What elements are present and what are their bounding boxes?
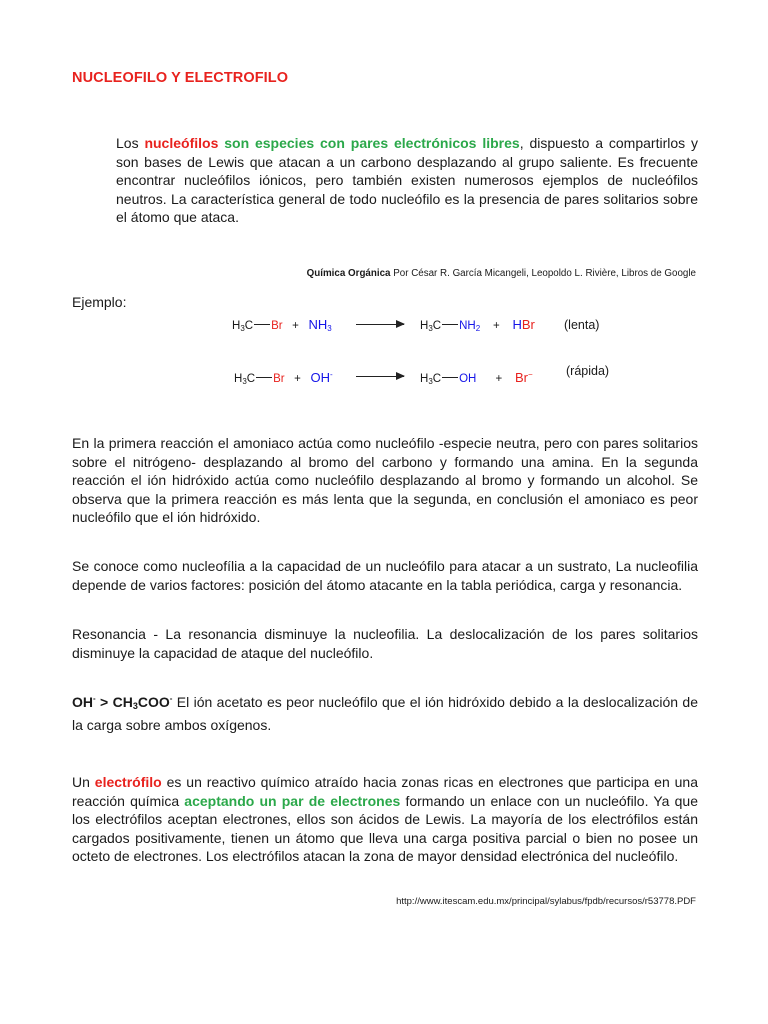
r1-p-h: H [420,320,429,332]
r2-sub3: 3 [242,377,247,386]
r1-p-nh: NH [459,320,476,332]
r2-plus1: + [294,373,301,385]
oh-formula [72,694,172,710]
p5-text: El ión acetato es peor nucleófilo que el ión hidróxido debido a la deslocalización de la carga sobre ambos oxígenos. [72,694,698,733]
r2-oh-text: OH [310,370,330,385]
r1-p-bond [442,324,458,325]
r2-br-ion [515,370,533,385]
reaction-explanation-paragraph: En la primera reacción el amoniaco actúa como nucleófilo -especie neutra, pero con pares solitarios sobre el nitrógeno- desplazando al bromo del carbono y formando una amina. En la segunda reacción el ión hidróxido actúa como nucleófilo desplazando al bromo y formando un alcohol. Se observa que la primera reacción es más lenta que la segunda, en conclusión el amoniaco es peor nucleófilo que el ión hidróxido. [72,435,698,525]
r1-br: Br [271,320,283,332]
r2-br: Br [273,373,285,385]
r2-p-sub3: 3 [428,377,433,386]
r1-plus2: + [492,320,500,332]
pares-libres-phrase: son especies con pares electrónicos libres [218,135,520,151]
p5-oh-sup: - [93,694,96,703]
reaction-1-arrow [356,324,404,325]
r2-p-bond [442,377,458,378]
p5-coo: COO [137,694,170,710]
intro-paragraph [116,134,698,227]
r2-h: H [234,373,243,385]
aceptando-phrase: aceptando un par de electrones [184,792,401,809]
r1-c: C [244,320,254,332]
reaction-2-products [420,370,533,386]
electrofilo-paragraph [72,773,698,866]
r2-c: C [246,373,256,385]
source-url: http://www.itescam.edu.mx/principal/sylabus/fpdb/recursos/r53778.PDF [396,896,696,907]
p6-rest: formando un enlace con un nucleófilo. Ya que los electrófilos aceptan electrones, ellos son ácidos de Lewis. La mayoría de los electrófilos están cargados positivamente, tienen un átomo que lleva una carga positiva parcial o bien no posee un octeto de electrones. Los electrófilos atacan la zona de mayor densidad electrónica del nucleófilo. [72,792,698,864]
p5-gt-ch: > CH [95,694,133,710]
nucleofilos-term: nucleófilos [144,135,219,151]
r1-h: H [232,320,241,332]
citation-book: Química Orgánica [306,268,391,279]
r2-p-h: H [420,373,429,385]
electrofilo-term: electrófilo [94,774,162,790]
p5-oh: OH [72,694,93,710]
r1-p-c: C [432,320,442,332]
r2-bond [256,377,272,378]
r2-plus2: + [495,373,503,385]
r2-p-oh: OH [459,373,477,385]
r2-p-c: C [432,373,442,385]
r1-plus1: + [292,320,299,332]
r1-sub3: 3 [240,324,245,333]
r1-nh: NH [308,317,328,332]
nucleofilia-paragraph: Se conoce como nucleofília a la capacidad de un nucleófilo para atacar a un sustrato, La nucleofilia depende de varios factores: posición del átomo atacante en la tabla periódica, carga y resonancia. [72,558,698,593]
r1-p-sub3: 3 [428,324,433,333]
r1-nh3 [308,317,331,332]
intro-rest: , dispuesto a compartirlos y son bases de Lewis que atacan a un carbono desplazando al grupo saliente. Es frecuente encontrar nucleófilos iónicos, pero también existen numerosos ejemplos de nucleófilos neutros. La característica general de todo nucleófilo es la presencia de pares solitarios sobre el átomo que ataca. [116,135,699,225]
citation-rest: Por César R. García Micangeli, Leopoldo L. Rivière, Libros de Google [390,268,696,279]
resonancia-paragraph: Resonancia - La resonancia disminuye la nucleofilia. La deslocalización de los pares solitarios disminuye la capacidad de ataque del nucleófilo. [72,626,698,661]
reaction-1-reactants [232,317,332,333]
r1-bond [254,324,270,325]
p6-mid: es un reactivo químico atraído hacia zonas ricas en electrones que participa en una reacción química [72,774,698,809]
ejemplo-label: Ejemplo: [72,294,127,310]
r1-p-nh-sub: 2 [475,324,481,333]
intro-before: Los [116,135,145,151]
reaction-2-rate: (rápida) [566,364,610,378]
r2-oh [310,370,332,385]
reaction-2-reactants [234,370,333,386]
r1-nh-sub: 3 [327,324,332,333]
r2-oh-sup: - [329,370,333,379]
r2-brm-text: Br [515,370,528,385]
citation [307,268,696,279]
reaction-1-products [420,317,535,333]
p5-coo-sup: - [169,694,173,703]
r1-hbr-br: Br [521,317,535,332]
acetato-paragraph [72,690,698,734]
reaction-2-arrow [356,376,404,377]
page-title: NUCLEOFILO Y ELECTROFILO [72,70,289,86]
p5-sub3: 3 [132,701,138,711]
reaction-1-rate: (lenta) [564,318,600,332]
r1-hbr-h: H [512,317,522,332]
r1-nh2 [459,320,480,332]
p6-before: Un [72,774,95,790]
r2-brm-sup: − [528,370,533,379]
